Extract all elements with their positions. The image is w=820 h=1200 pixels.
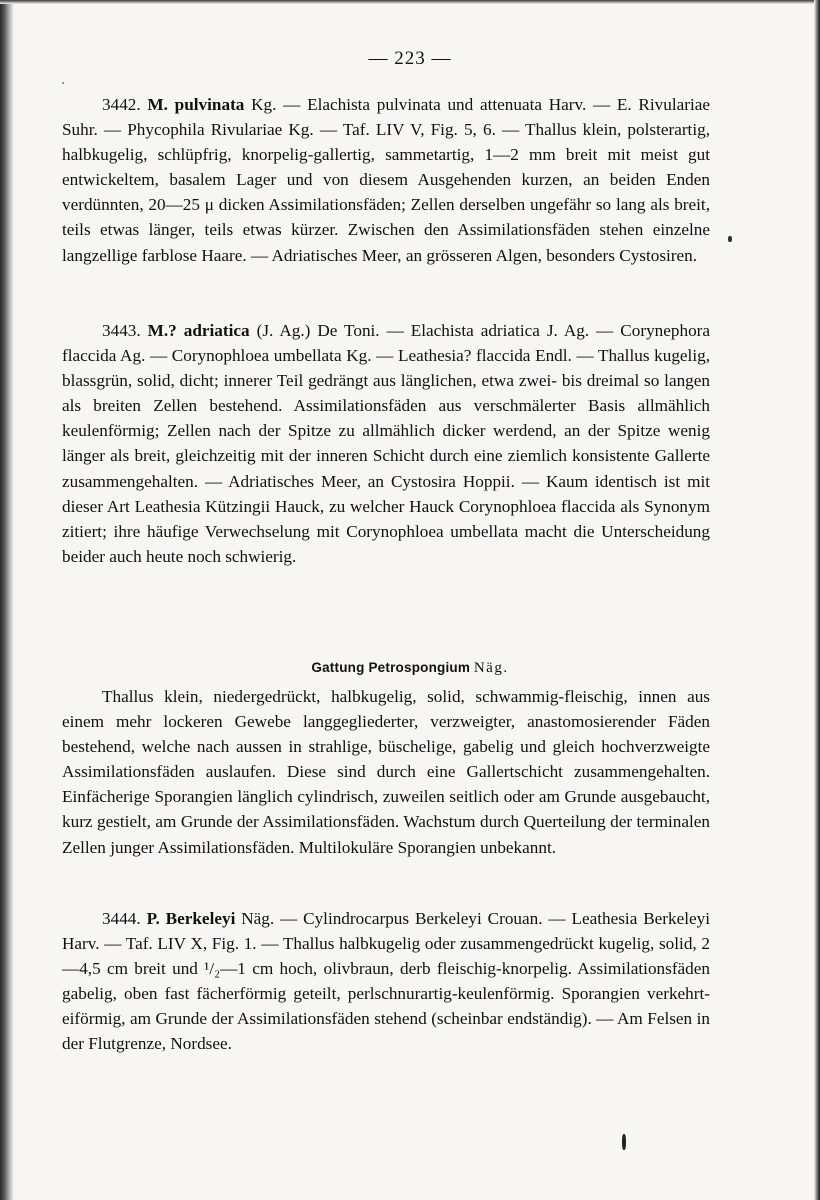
genus-heading [0, 660, 820, 677]
species-name: P. Berkeleyi [146, 909, 236, 928]
scan-edge-top [0, 0, 820, 4]
entry-3444 [62, 906, 710, 1057]
entry-text: Kg. — Elachista pulvinata und attenuata Harv. — E. Rivulariae Suhr. — Phycophila Rivulariae Kg. — Taf. LIV V, Fig. 5, 6. — Thallus klein, polsterartig, halbkugelig, schlüpfrig, knorpelig-gallertig, sammetartig, 1—2 mm breit mit meist gut entwickeltem, basalem Lager und von diesem Ausgehenden kurzen, an beiden Enden verdünnten, 20—25 μ dicken Assimilationsfäden; Zellen derselben ungefähr so lang als breit, teils etwas länger, teils etwas kürzer. Zwischen den Assimilationsfäden stehen einzelne langzellige farblose Haare. — Adriatisches Meer, an grösseren Algen, besonders Cystosiren. [62, 95, 711, 265]
entry-paragraph [62, 92, 710, 268]
scan-speck [728, 236, 732, 242]
genus-author: Näg. [473, 660, 509, 676]
entry-text: (J. Ag.) De Toni. — Elachista adriatica J. Ag. — Corynephora flaccida Ag. — Corynophloea umbellata Kg. — Leathesia? flaccida Endl. — Thallus kugelig, blassgrün, solid, dicht; innerer Teil gedrängt aus länglichen, etwa zwei- bis dreimal so langen als breiten Zellen bestehend. Assimilationsfäden aus verschmälerter Basis allmählich keulenförmig; Zellen nach der Spitze zu allmählich dicker werdend, an der Spitze wenig länger als breit, gleichzeitig mit der inneren Schicht durch eine ziemlich konsistente Gallerte zusammengehalten. — Adriatisches Meer, an Cystosira Hoppii. — Kaum identisch ist mit dieser Art Leathesia Kützingii Hauck, zu welcher Hauck Corynophloea flaccida als Synonym zitiert; ihre häufige Verwechselung mit Corynophloea umbellata macht die Unterscheidung beider auch heute noch schwierig. [62, 321, 711, 566]
genus-label: Gattung Petrospongium [311, 660, 471, 675]
page-number: — 223 — [368, 48, 452, 69]
description-paragraph: Thallus klein, niedergedrückt, halbkugelig, solid, schwammig-fleischig, innen aus einem mehr lockeren Gewebe langgegliederter, verzweigter, anastomosierender Fäden bestehend, welche nach aussen in strahlige, büschelige, gabelig und gleich hochverzweigte Assimilationsfäden auslaufen. Diese sind durch eine Gallertschicht zusammengehalten. Einfächerige Sporangien länglich cylindrisch, zuweilen seitlich oder am Grunde ausgebaucht, kurz gestielt, am Grunde der Assimilationsfäden. Wachstum durch Querteilung der terminalen Zellen junger Assimilationsfäden. Multilokuläre Sporangien unbekannt. [62, 687, 710, 857]
entry-3443 [62, 318, 710, 569]
entry-paragraph [62, 318, 710, 569]
entry-number: 3443. [102, 321, 141, 340]
scan-speck [622, 1134, 626, 1150]
entry-paragraph [62, 906, 710, 1057]
genus-description [62, 684, 710, 860]
entry-text: Näg. — Cylindrocarpus Berkeleyi Crouan. — Leathesia Berkeleyi Harv. — Taf. LIV X, Fig. 1. — Thallus halbkugelig oder zusammengedrückt kugelig, solid, 2—4,5 cm breit und ¹/₂—1 cm hoch, olivbraun, derb fleischig-knorpelig. Assimilationsfäden gabelig, oben fast fächerförmig geteilt, perlschnurartig-keulenförmig. Sporangien verkehrt-eiförmig, am Grunde der Assimilationsfäden stehend (scheinbar endständig). — Am Felsen in der Flutgrenze, Nordsee. [62, 909, 711, 1054]
species-name: M.? adriatica [147, 321, 250, 340]
entry-3442 [62, 92, 710, 268]
entry-number: 3444. [102, 909, 141, 928]
scan-edge-right [814, 0, 820, 1200]
scan-edge-left [0, 0, 14, 1200]
entry-number: 3442. [102, 95, 141, 114]
scan-speck [62, 82, 64, 84]
species-name: M. pulvinata [147, 95, 245, 114]
